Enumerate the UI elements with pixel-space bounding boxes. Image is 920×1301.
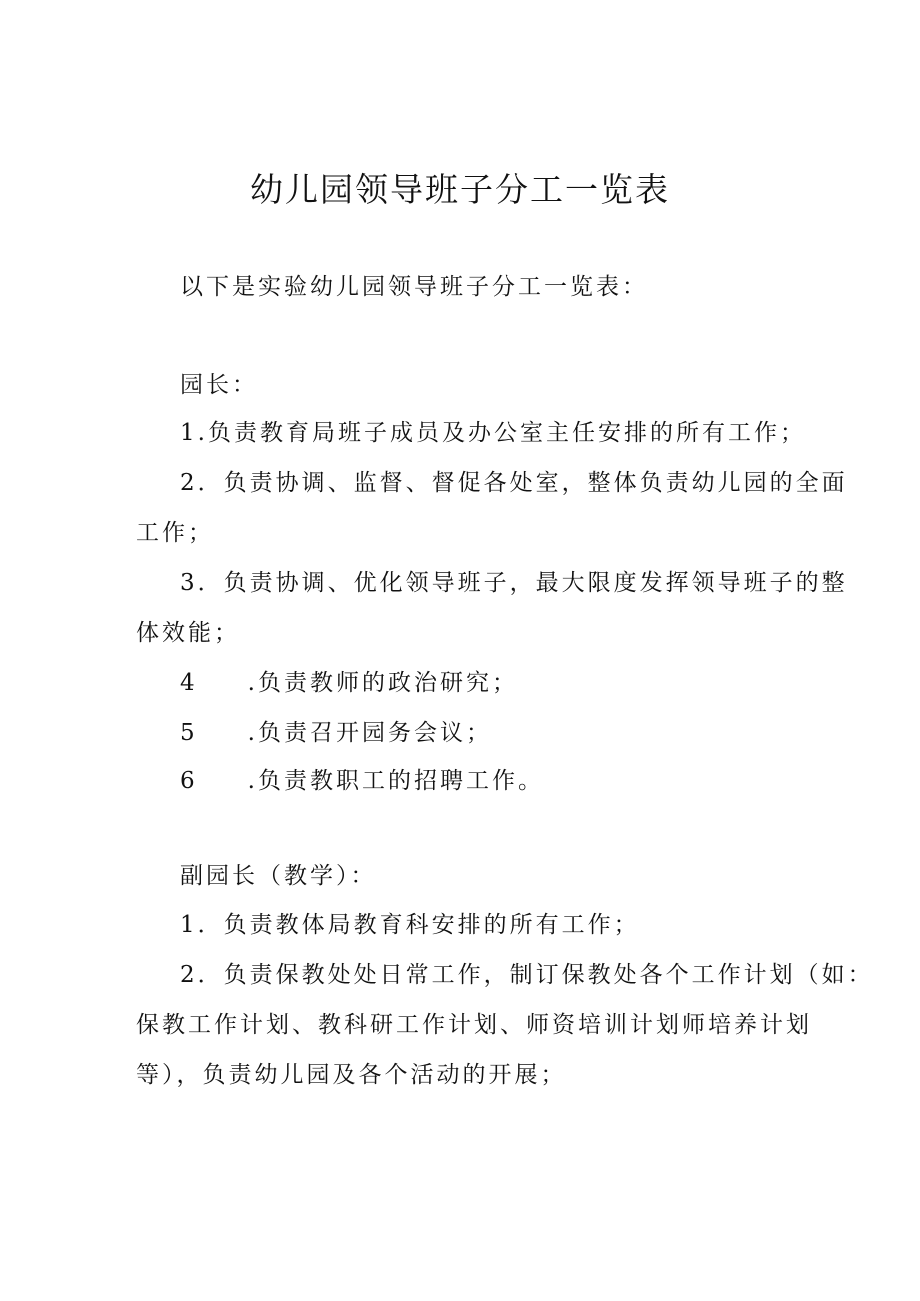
vice-director-item-2-line-2: 保教工作计划、教科研工作计划、师资培训计划师培养计划: [136, 1012, 812, 1038]
director-item-4: [180, 668, 518, 698]
director-item-2-line-1: 2．负责协调、监督、督促各处室，整体负责幼儿园的全面: [180, 470, 848, 496]
vice-director-item-1: 1．负责教体局教育科安排的所有工作；: [180, 912, 640, 938]
item-number: 6: [180, 768, 198, 794]
item-number: 4: [180, 670, 198, 696]
section-heading-director: 园长：: [180, 372, 258, 398]
item-text: .负责教师的政治研究；: [247, 670, 518, 696]
director-item-3-line-2: 体效能；: [136, 620, 240, 646]
director-item-2-line-2: 工作；: [136, 520, 214, 546]
intro-text: 以下是实验幼儿园领导班子分工一览表：: [180, 274, 648, 300]
item-text: .负责召开园务会议；: [247, 720, 492, 746]
vice-director-item-2-line-3: 等），负责幼儿园及各个活动的开展；: [136, 1062, 567, 1088]
director-item-6: [180, 766, 544, 796]
director-item-1: 1.负责教育局班子成员及办公室主任安排的所有工作；: [180, 420, 806, 446]
item-text: .负责教职工的招聘工作。: [247, 768, 544, 794]
item-number: 5: [180, 720, 198, 746]
director-item-5: [180, 718, 492, 748]
section-heading-vice-director: 副园长（教学）：: [180, 863, 377, 889]
vice-director-item-2-line-1: 2．负责保教处处日常工作，制订保教处各个工作计划（如：: [180, 962, 874, 988]
document-title: 幼儿园领导班子分工一览表: [250, 170, 670, 209]
director-item-3-line-1: 3．负责协调、优化领导班子，最大限度发挥领导班子的整: [180, 570, 848, 596]
